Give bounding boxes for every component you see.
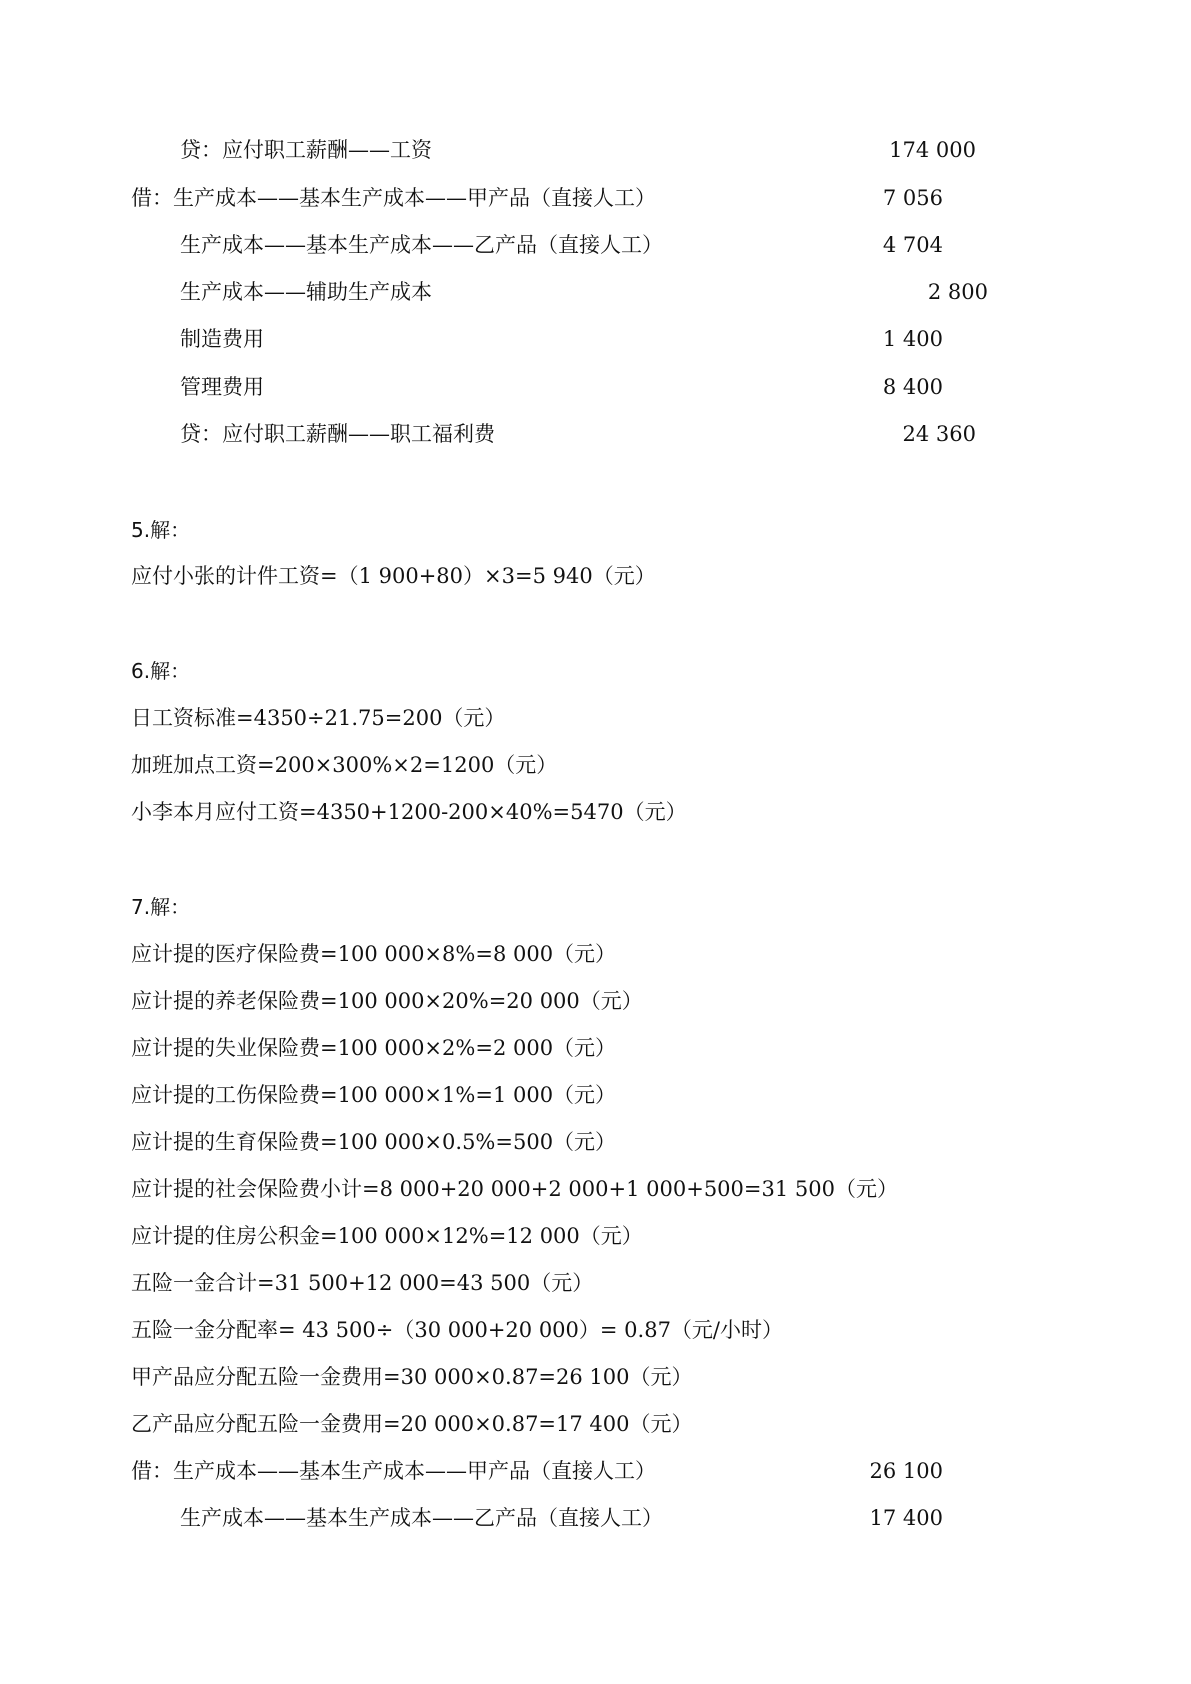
entry-amount: 2 800 (927, 280, 988, 304)
solution-line: 应付小张的计件工资=（1 900+80）×3=5 940（元） (131, 564, 656, 588)
solution-line: 五险一金分配率= 43 500÷（30 000+20 000）= 0.87（元/小时） (131, 1318, 784, 1342)
question-6-heading: 6.解： (131, 659, 191, 683)
question-5-heading: 5.解： (131, 518, 191, 542)
entry-amount: 24 360 (902, 422, 976, 446)
solution-line: 应计提的社会保险费小计=8 000+20 000+2 000+1 000+500=31 500（元） (131, 1177, 898, 1201)
entry-account: 贷：应付职工薪酬——职工福利费 (180, 422, 495, 446)
entry-account: 生产成本——基本生产成本——乙产品（直接人工） (180, 1506, 663, 1530)
solution-line: 应计提的工伤保险费=100 000×1%=1 000（元） (131, 1083, 617, 1107)
solution-line: 应计提的养老保险费=100 000×20%=20 000（元） (131, 989, 643, 1013)
solution-line: 加班加点工资=200×300%×2=1200（元） (131, 753, 558, 777)
solution-line: 小李本月应付工资=4350+1200-200×40%=5470（元） (131, 800, 687, 824)
entry-amount: 8 400 (882, 375, 943, 399)
question-7-heading: 7.解： (131, 895, 191, 919)
solution-line: 应计提的生育保险费=100 000×0.5%=500（元） (131, 1130, 617, 1154)
entry-amount: 174 000 (889, 138, 976, 162)
solution-line: 应计提的失业保险费=100 000×2%=2 000（元） (131, 1036, 617, 1060)
entry-account: 制造费用 (180, 327, 264, 351)
entry-amount: 26 100 (869, 1459, 943, 1483)
entry-account: 借：生产成本——基本生产成本——甲产品（直接人工） (131, 1459, 656, 1483)
entry-amount: 7 056 (882, 186, 943, 210)
solution-line: 五险一金合计=31 500+12 000=43 500（元） (131, 1271, 594, 1295)
solution-line: 甲产品应分配五险一金费用=30 000×0.87=26 100（元） (131, 1365, 693, 1389)
entry-amount: 17 400 (869, 1506, 943, 1530)
solution-line: 日工资标准=4350÷21.75=200（元） (131, 706, 506, 730)
entry-account: 生产成本——辅助生产成本 (180, 280, 432, 304)
entry-amount: 1 400 (882, 327, 943, 351)
solution-line: 应计提的医疗保险费=100 000×8%=8 000（元） (131, 942, 617, 966)
entry-account: 生产成本——基本生产成本——乙产品（直接人工） (180, 233, 663, 257)
solution-line: 应计提的住房公积金=100 000×12%=12 000（元） (131, 1224, 643, 1248)
entry-account: 管理费用 (180, 375, 264, 399)
entry-account: 贷：应付职工薪酬——工资 (180, 138, 432, 162)
entry-account: 借：生产成本——基本生产成本——甲产品（直接人工） (131, 186, 656, 210)
solution-line: 乙产品应分配五险一金费用=20 000×0.87=17 400（元） (131, 1412, 693, 1436)
entry-amount: 4 704 (882, 233, 943, 257)
